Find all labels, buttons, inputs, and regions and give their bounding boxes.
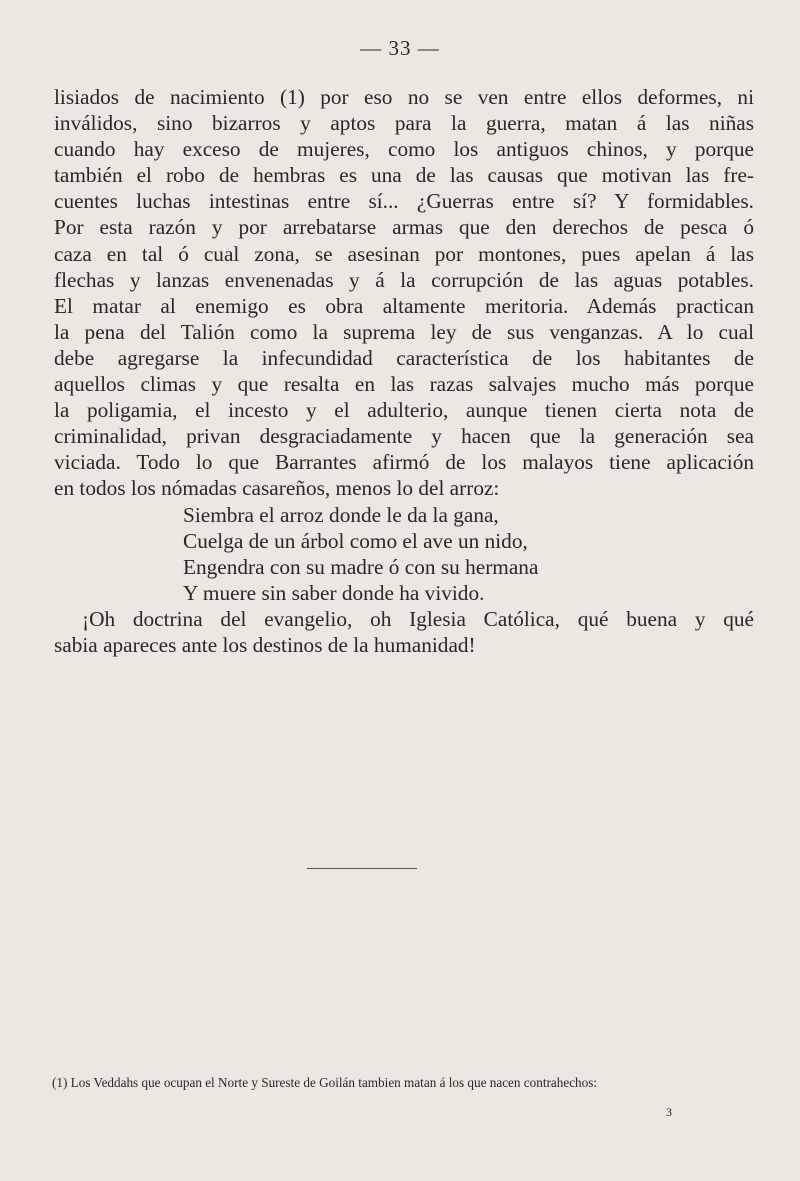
- text-line: lisiados de nacimiento (1) por eso no se ven entre ellos deformes, ni: [54, 85, 754, 109]
- text-line: viciada. Todo lo que Barrantes afirmó de los malayos tiene aplicación: [54, 450, 754, 475]
- text-line: cuando hay exceso de mujeres, como los antiguos chinos, y porque: [54, 137, 754, 162]
- text-line: El matar al enemigo es obra altamente meritoria. Además practican: [54, 293, 754, 318]
- text-line: también el robo de hembras es una de las causas que motivan las fre-: [54, 163, 754, 188]
- body-text: [54, 84, 754, 658]
- text-line: sabia apareces ante los destinos de la humanidad!: [54, 632, 476, 657]
- text-line: en todos los nómadas casareños, menos lo del arroz:: [54, 476, 500, 501]
- text-line: Por esta razón y por arrebatarse armas que den derechos de pesca ó: [54, 215, 754, 240]
- text-line: la pena del Talión como la suprema ley de sus venganzas. A lo cual: [54, 319, 754, 344]
- footnote: (1) Los Veddahs que ocupan el Norte y Sureste de Goilán tambien matan á los que nacen contrahechos:: [52, 1075, 598, 1090]
- text-line: debe agregarse la infecundidad característica de los habitantes de: [54, 345, 754, 370]
- verse-line: Cuelga de un árbol como el ave un nido,: [183, 528, 528, 553]
- text-line: flechas y lanzas envenenadas y á la corrupción de las aguas potables.: [54, 267, 754, 292]
- page-number: — 33 —: [360, 36, 440, 60]
- verse-line: Engendra con su madre ó con su hermana: [183, 554, 539, 579]
- text-line: aquellos climas y que resalta en las razas salvajes mucho más porque: [54, 372, 754, 397]
- text-line: ¡Oh doctrina del evangelio, oh Iglesia Católica, qué buena y qué: [82, 606, 754, 631]
- text-line: cuentes luchas intestinas entre sí... ¿Guerras entre sí? Y formidables.: [54, 189, 754, 214]
- signature-mark: 3: [666, 1105, 672, 1119]
- text-line: la poligamia, el incesto y el adulterio, aunque tienen cierta nota de: [54, 398, 754, 423]
- text-line: caza en tal ó cual zona, se asesinan por montones, pues apelan á las: [54, 241, 754, 266]
- verse-line: Siembra el arroz donde le da la gana,: [183, 502, 499, 527]
- footnote-divider: [307, 868, 417, 869]
- verse-line: Y muere sin saber donde ha vivido.: [183, 580, 485, 605]
- text-line: criminalidad, privan desgraciadamente y hacen que la generación sea: [54, 424, 754, 449]
- text-line: inválidos, sino bizarros y aptos para la guerra, matan á las niñas: [54, 111, 754, 136]
